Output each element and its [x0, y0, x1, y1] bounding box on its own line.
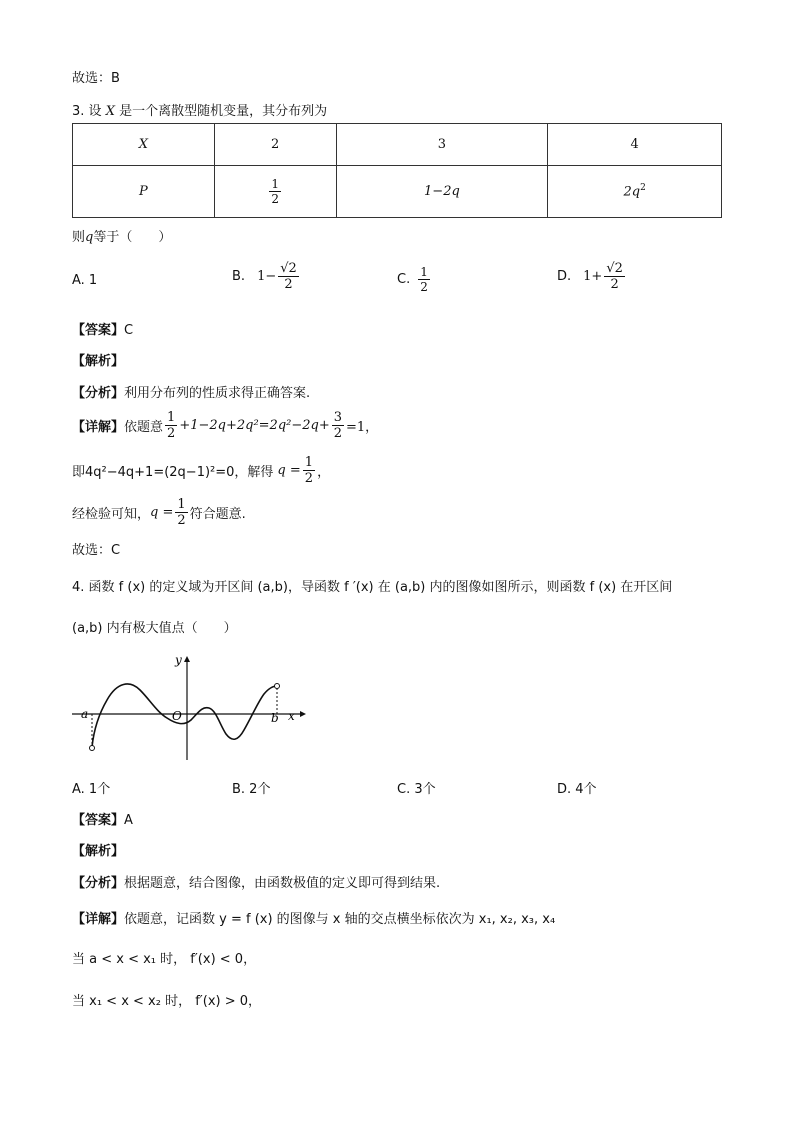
x-arrow-icon: [300, 711, 306, 717]
endpoint-b: [275, 684, 280, 689]
table-cell: 2: [214, 124, 336, 166]
a-label: a: [81, 707, 89, 721]
x-label: x: [288, 709, 295, 723]
y-label: y: [175, 653, 182, 667]
b-label: b: [271, 711, 279, 725]
q4-option-b: B. 2个: [232, 782, 271, 797]
origin-label: O: [172, 709, 182, 723]
q4-case2: 当 x₁ < x < x₂ 时， f′(x) > 0，: [72, 994, 262, 1009]
q3-stem: [72, 100, 327, 119]
q3-final: 故选：C: [72, 543, 121, 558]
q4-answer: 【答案】A: [72, 813, 133, 828]
fraction: $\frac{1}{2}$: [420, 265, 428, 294]
q3-fenxi: 【分析】利用分布列的性质求得正确答案.: [72, 386, 311, 401]
fraction: $\frac{1}{2}$: [167, 409, 176, 441]
q4-fenxi: 【分析】根据题意，结合图像，由函数极值的定义即可得到结果.: [72, 876, 441, 891]
option-b: B. 1− $\frac{√2}{2}$: [232, 261, 297, 292]
table-cell: $2q^2$: [548, 166, 722, 218]
q3-jiexi: 【解析】: [72, 354, 125, 369]
fraction: $\frac{√2}{2}$: [280, 261, 297, 292]
table-cell: X: [73, 124, 215, 166]
table-cell: 4: [548, 124, 722, 166]
table-header-row: [73, 124, 722, 166]
option-d: D. 1+ $\frac{√2}{2}$: [557, 261, 623, 292]
q4-option-a: A. 1个: [72, 782, 111, 797]
table-cell: 3: [336, 124, 548, 166]
option-c: C. $\frac{1}{2}$: [397, 265, 428, 294]
q4-stem-line1: 4. 函数 f (x) 的定义域为开区间 (a,b)，导函数 f ′(x) 在 (a,b) 内的图像如图所示，则函数 f (x) 在开区间: [72, 580, 673, 595]
q3-variable: X: [105, 104, 115, 119]
q3-xiangjie: 【详解】 依题意 $\frac{1}{2}$ +1−2q+2q²=2q²−2q+ $\frac{3}{2}$ =1，: [72, 409, 379, 441]
q4-jiexi: 【解析】: [72, 844, 125, 859]
fraction: $\frac{1}{2}$: [271, 177, 279, 206]
q4-stem-line2: (a,b) 内有极大值点（ ）: [72, 621, 237, 636]
table-cell: [214, 166, 336, 218]
table-cell: P: [73, 166, 215, 218]
q4-xiangjie: 【详解】依题意，记函数 y = f (x) 的图像与 x 轴的交点横坐标依次为 x₁, x₂, x₃, x₄: [72, 912, 556, 927]
q3-stem-suffix: 是一个离散型随机变量，其分布列为: [119, 104, 328, 119]
fraction: $\frac{1}{2}$: [304, 454, 314, 486]
q4-option-d: D. 4个: [557, 782, 597, 797]
table-row: [73, 166, 722, 218]
option-a: A. 1: [72, 273, 98, 288]
q3-ask: 则q等于（ ）: [72, 230, 172, 245]
q4-option-c: C. 3个: [397, 782, 436, 797]
q3-answer: 【答案】C: [72, 323, 134, 338]
endpoint-a: [90, 746, 95, 751]
q3-eq2: 即4q²−4q+1=(2q−1)²=0，解得 q = $\frac{1}{2}$ ，: [72, 454, 331, 486]
fraction: $\frac{3}{2}$: [333, 409, 343, 441]
distribution-table: [72, 123, 722, 218]
fraction: $\frac{1}{2}$: [177, 496, 186, 528]
q3-stem-prefix: 3. 设: [72, 104, 102, 119]
derivative-graph: [72, 650, 312, 765]
derivative-curve: [92, 684, 277, 747]
q3-check: 经检验可知， q = $\frac{1}{2}$ 符合题意.: [72, 496, 246, 528]
previous-answer: 故选：B: [72, 71, 120, 86]
table-cell: 1−2q: [336, 166, 548, 218]
fraction: $\frac{√2}{2}$: [606, 261, 623, 292]
q4-case1: 当 a < x < x₁ 时， f′(x) < 0，: [72, 952, 257, 967]
y-arrow-icon: [184, 656, 190, 662]
